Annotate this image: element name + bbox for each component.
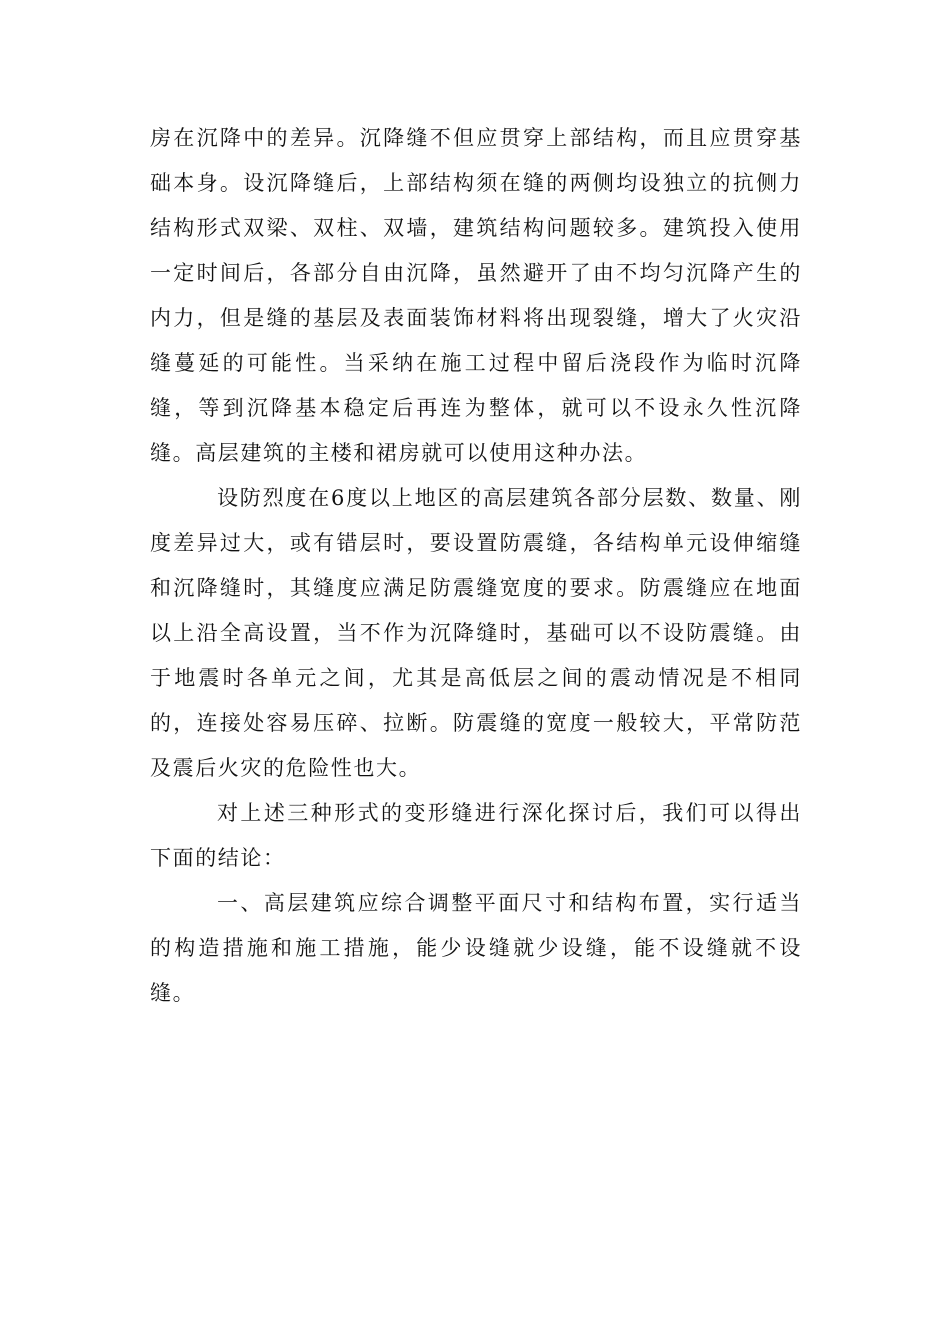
paragraph-seismic-joint: 设防烈度在6度以上地区的高层建筑各部分层数、数量、刚度差异过大，或有错层时，要设置防震缝，各结构单元设伸缩缝和沉降缝时，其缝度应满足防震缝宽度的要求。防震缝应在地面以上沿全高设置，当不作为沉降缝时，基础可以不设防震缝。由于地震时各单元之间，尤其是高低层之间的震动情况是不相同的，连接处容易压碎、拉断。防震缝的宽度一般较大，平常防范及震后火灾的危险性也大。 [150,486,802,780]
paragraph-settlement-joint: 房在沉降中的差异。沉降缝不但应贯穿上部结构，而且应贯穿基础本身。设沉降缝后，上部结构须在缝的两侧均设独立的抗侧力结构形式双梁、双柱、双墙，建筑结构问题较多。建筑投入使用一定时间后，各部分自由沉降，虽然避开了由不均匀沉降产生的内力，但是缝的基层及表面装饰材料将出现裂缝，增大了火灾沿缝蔓延的可能性。当采纳在施工过程中留后浇段作为临时沉降缝，等到沉降基本稳定后再连为整体，就可以不设永久性沉降缝。高层建筑的主楼和裙房就可以使用这种办法。 [150,126,802,465]
paragraph-conclusion-intro: 对上述三种形式的变形缝进行深化探讨后，我们可以得出下面的结论： [150,801,802,870]
paragraph-conclusion-one: 一、高层建筑应综合调整平面尺寸和结构布置，实行适当的构造措施和施工措施，能少设缝就少设缝，能不设缝就不设缝。 [150,891,802,1005]
document-body [150,116,802,1016]
